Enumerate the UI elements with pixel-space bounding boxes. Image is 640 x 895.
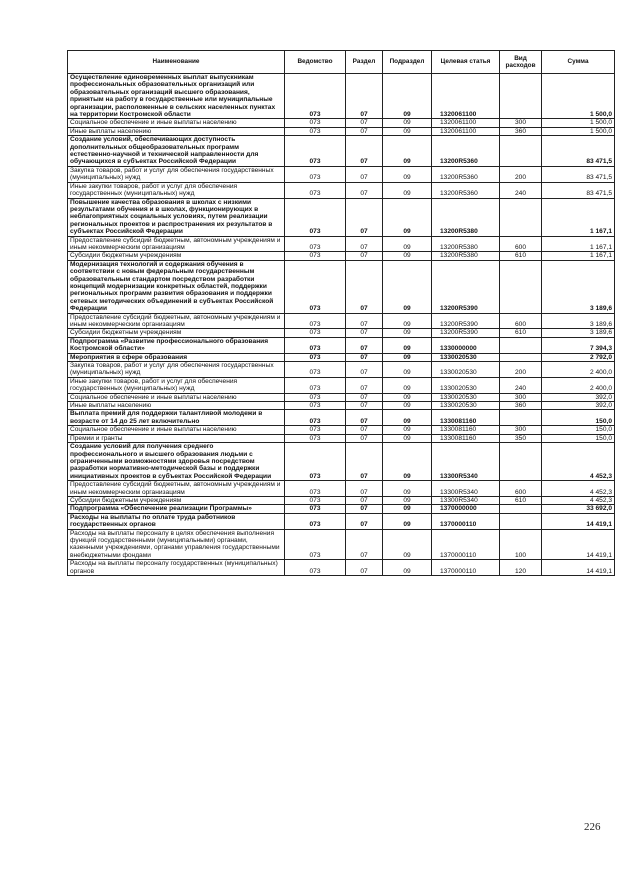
cell-section: 07 [346, 393, 383, 401]
cell-name: Социальное обеспечение и иные выплаты населению [68, 119, 285, 127]
cell-subsection: 09 [383, 513, 432, 529]
cell-dept: 073 [285, 198, 346, 236]
header-exptype: Вид расходов [500, 51, 542, 74]
cell-dept: 073 [285, 136, 346, 167]
cell-target: 1330020530 [432, 353, 500, 361]
cell-subsection: 09 [383, 198, 432, 236]
cell-dept: 073 [285, 362, 346, 378]
table-row [68, 529, 615, 560]
cell-target: 1330081160 [432, 434, 500, 442]
cell-exptype: 240 [500, 377, 542, 393]
cell-exptype: 200 [500, 362, 542, 378]
cell-dept: 073 [285, 443, 346, 481]
cell-dept: 073 [285, 529, 346, 560]
cell-sum: 392,0 [542, 393, 615, 401]
cell-subsection: 09 [383, 313, 432, 329]
cell-section: 07 [346, 313, 383, 329]
cell-section: 07 [346, 182, 383, 198]
cell-name: Субсидии бюджетным учреждениям [68, 252, 285, 260]
cell-subsection: 09 [383, 402, 432, 410]
cell-subsection: 09 [383, 166, 432, 182]
cell-section: 07 [346, 136, 383, 167]
cell-subsection: 09 [383, 505, 432, 513]
table-row [68, 260, 615, 313]
table-row [68, 481, 615, 497]
cell-dept: 073 [285, 377, 346, 393]
cell-name: Создание условий для получения среднего профессионального и высшего образования людьми с ограниченными возможностями здоровья посредством разработки нормативно-методической базы и поддержки инициативных проектов в субъектах Российской Федерации [68, 443, 285, 481]
cell-name: Повышение качества образования в школах с низкими результатами обучения и в школах, функционирующих в неблагоприятных социальных условиях, путем реализации региональных проектов и распространения их результатов в субъектах Российской Федерации [68, 198, 285, 236]
cell-exptype [500, 74, 542, 119]
cell-subsection: 09 [383, 496, 432, 504]
cell-name: Субсидии бюджетным учреждениям [68, 496, 285, 504]
cell-sum: 1 167,1 [542, 252, 615, 260]
cell-name: Премии и гранты [68, 434, 285, 442]
cell-sum: 14 419,1 [542, 560, 615, 576]
cell-sum: 392,0 [542, 402, 615, 410]
cell-target: 13300R5340 [432, 481, 500, 497]
cell-sum: 3 189,6 [542, 260, 615, 313]
cell-exptype: 350 [500, 434, 542, 442]
cell-name: Модернизация технологий и содержания обучения в соответствии с новым федеральным государственным образовательным стандартом посредством разработки концепций модернизации конкретных областей, поддержки региональных программ развития образования и поддержки сетевых методических объединений в субъектах Российской Федерации [68, 260, 285, 313]
cell-exptype: 610 [500, 329, 542, 337]
cell-target: 13300R5340 [432, 496, 500, 504]
cell-dept: 073 [285, 252, 346, 260]
cell-subsection: 09 [383, 329, 432, 337]
cell-exptype [500, 136, 542, 167]
cell-sum: 1 167,1 [542, 236, 615, 252]
cell-name: Социальное обеспечение и иные выплаты населению [68, 393, 285, 401]
cell-exptype: 600 [500, 313, 542, 329]
cell-target: 13200R5380 [432, 236, 500, 252]
cell-target: 1320061100 [432, 119, 500, 127]
cell-section: 07 [346, 402, 383, 410]
cell-dept: 073 [285, 260, 346, 313]
cell-name: Создание условий, обеспечивающих доступность дополнительных общеобразовательных программ естественно-научной и технической направленности для обучающихся в субъектах Российской Федерации [68, 136, 285, 167]
cell-sum: 150,0 [542, 434, 615, 442]
cell-sum: 1 167,1 [542, 198, 615, 236]
cell-name: Расходы на выплаты по оплате труда работников государственных органов [68, 513, 285, 529]
cell-exptype [500, 505, 542, 513]
cell-subsection: 09 [383, 434, 432, 442]
table-row [68, 182, 615, 198]
cell-section: 07 [346, 362, 383, 378]
cell-exptype: 300 [500, 393, 542, 401]
cell-sum: 2 400,0 [542, 362, 615, 378]
cell-sum: 2 792,0 [542, 353, 615, 361]
cell-sum: 83 471,5 [542, 166, 615, 182]
cell-target: 1370000110 [432, 560, 500, 576]
header-name: Наименование [68, 51, 285, 74]
cell-subsection: 09 [383, 182, 432, 198]
cell-section: 07 [346, 434, 383, 442]
cell-name: Расходы на выплаты персоналу государственных (муниципальных) органов [68, 560, 285, 576]
cell-exptype: 300 [500, 426, 542, 434]
table-row [68, 74, 615, 119]
cell-subsection: 09 [383, 74, 432, 119]
cell-section: 07 [346, 127, 383, 135]
cell-exptype: 360 [500, 127, 542, 135]
cell-sum: 1 500,0 [542, 74, 615, 119]
cell-target: 13200R5380 [432, 252, 500, 260]
page-number: 226 [584, 821, 601, 833]
cell-sum: 33 692,0 [542, 505, 615, 513]
cell-name: Предоставление субсидий бюджетным, автономным учреждениям и иным некоммерческим организациям [68, 313, 285, 329]
cell-target: 13200R5360 [432, 136, 500, 167]
cell-subsection: 09 [383, 236, 432, 252]
cell-subsection: 09 [383, 353, 432, 361]
cell-section: 07 [346, 74, 383, 119]
cell-sum: 83 471,5 [542, 182, 615, 198]
table-row [68, 443, 615, 481]
cell-exptype: 200 [500, 166, 542, 182]
cell-dept: 073 [285, 410, 346, 426]
cell-name: Субсидии бюджетным учреждениям [68, 329, 285, 337]
cell-dept: 073 [285, 481, 346, 497]
cell-section: 07 [346, 505, 383, 513]
cell-dept: 073 [285, 166, 346, 182]
cell-exptype [500, 513, 542, 529]
table-row [68, 434, 615, 442]
table-row [68, 513, 615, 529]
table-row [68, 377, 615, 393]
table-row [68, 166, 615, 182]
cell-exptype [500, 198, 542, 236]
cell-name: Осуществление единовременных выплат выпускникам профессиональных образовательных организаций или образовательных организаций высшего образования, принятым на работу в государственные или муниципальные организации, расположенные в сельских населенных пунктах на территории Костромской области [68, 74, 285, 119]
cell-target: 13300R5340 [432, 443, 500, 481]
table-row [68, 337, 615, 353]
cell-subsection: 09 [383, 426, 432, 434]
cell-section: 07 [346, 410, 383, 426]
table-row [68, 505, 615, 513]
cell-dept: 073 [285, 127, 346, 135]
cell-exptype: 610 [500, 496, 542, 504]
table-row [68, 329, 615, 337]
cell-section: 07 [346, 443, 383, 481]
cell-subsection: 09 [383, 393, 432, 401]
table-row [68, 198, 615, 236]
cell-exptype: 120 [500, 560, 542, 576]
cell-subsection: 09 [383, 362, 432, 378]
cell-target: 1370000000 [432, 505, 500, 513]
cell-subsection: 09 [383, 136, 432, 167]
cell-name: Расходы на выплаты персоналу в целях обеспечения выполнения функций государственными (муниципальными) органами, казенными учреждениями, органами управления государственными внебюджетными фондами [68, 529, 285, 560]
table-row [68, 560, 615, 576]
cell-target: 13200R5390 [432, 313, 500, 329]
cell-sum: 1 500,0 [542, 119, 615, 127]
cell-subsection: 09 [383, 260, 432, 313]
cell-exptype: 600 [500, 236, 542, 252]
cell-name: Иные выплаты населению [68, 127, 285, 135]
header-subsection: Подраздел [383, 51, 432, 74]
table-row [68, 236, 615, 252]
table-row [68, 119, 615, 127]
cell-section: 07 [346, 236, 383, 252]
cell-sum: 14 419,1 [542, 529, 615, 560]
cell-target: 13200R5380 [432, 198, 500, 236]
cell-section: 07 [346, 529, 383, 560]
cell-sum: 1 500,0 [542, 127, 615, 135]
header-sum: Сумма [542, 51, 615, 74]
table-row [68, 127, 615, 135]
cell-sum: 14 419,1 [542, 513, 615, 529]
cell-subsection: 09 [383, 377, 432, 393]
budget-table [67, 50, 615, 576]
cell-dept: 073 [285, 496, 346, 504]
cell-dept: 073 [285, 505, 346, 513]
cell-section: 07 [346, 166, 383, 182]
cell-exptype: 100 [500, 529, 542, 560]
cell-dept: 073 [285, 353, 346, 361]
cell-dept: 073 [285, 393, 346, 401]
cell-subsection: 09 [383, 443, 432, 481]
cell-dept: 073 [285, 119, 346, 127]
cell-name: Закупка товаров, работ и услуг для обеспечения государственных (муниципальных) нужд [68, 166, 285, 182]
header-dept: Ведомство [285, 51, 346, 74]
cell-section: 07 [346, 513, 383, 529]
cell-dept: 073 [285, 402, 346, 410]
cell-sum: 7 394,3 [542, 337, 615, 353]
header-section: Раздел [346, 51, 383, 74]
table-row [68, 353, 615, 361]
cell-target: 1330020530 [432, 402, 500, 410]
cell-exptype [500, 260, 542, 313]
cell-name: Мероприятия в сфере образования [68, 353, 285, 361]
table-row [68, 252, 615, 260]
cell-exptype: 360 [500, 402, 542, 410]
cell-section: 07 [346, 353, 383, 361]
cell-subsection: 09 [383, 337, 432, 353]
cell-name: Подпрограмма «Развитие профессионального образования Костромской области» [68, 337, 285, 353]
cell-section: 07 [346, 337, 383, 353]
table-row [68, 136, 615, 167]
cell-dept: 073 [285, 182, 346, 198]
cell-name: Иные выплаты населению [68, 402, 285, 410]
cell-subsection: 09 [383, 252, 432, 260]
cell-exptype: 610 [500, 252, 542, 260]
cell-name: Социальное обеспечение и иные выплаты населению [68, 426, 285, 434]
cell-target: 1330020530 [432, 362, 500, 378]
cell-dept: 073 [285, 313, 346, 329]
cell-target: 1330020530 [432, 393, 500, 401]
table-body [68, 74, 615, 576]
cell-section: 07 [346, 252, 383, 260]
budget-table-sheet [67, 50, 614, 576]
cell-dept: 073 [285, 434, 346, 442]
cell-target: 1320061100 [432, 74, 500, 119]
cell-exptype: 600 [500, 481, 542, 497]
cell-section: 07 [346, 119, 383, 127]
cell-dept: 073 [285, 236, 346, 252]
cell-exptype [500, 353, 542, 361]
cell-subsection: 09 [383, 481, 432, 497]
cell-dept: 073 [285, 426, 346, 434]
header-target: Целевая статья [432, 51, 500, 74]
cell-dept: 073 [285, 513, 346, 529]
cell-exptype: 240 [500, 182, 542, 198]
cell-section: 07 [346, 260, 383, 313]
cell-section: 07 [346, 496, 383, 504]
cell-target: 13200R5390 [432, 260, 500, 313]
cell-name: Закупка товаров, работ и услуг для обеспечения государственных (муниципальных) нужд [68, 362, 285, 378]
cell-target: 1330000000 [432, 337, 500, 353]
cell-subsection: 09 [383, 127, 432, 135]
cell-dept: 073 [285, 560, 346, 576]
table-row [68, 313, 615, 329]
table-row [68, 410, 615, 426]
cell-target: 13200R5360 [432, 166, 500, 182]
cell-sum: 3 189,6 [542, 313, 615, 329]
cell-section: 07 [346, 560, 383, 576]
cell-name: Предоставление субсидий бюджетным, автономным учреждениям и иным некоммерческим организациям [68, 481, 285, 497]
cell-target: 1330020530 [432, 377, 500, 393]
cell-name: Подпрограмма «Обеспечение реализации Программы» [68, 505, 285, 513]
table-row [68, 426, 615, 434]
cell-sum: 4 452,3 [542, 496, 615, 504]
cell-sum: 3 189,6 [542, 329, 615, 337]
cell-name: Выплата премий для поддержки талантливой молодежи в возрасте от 14 до 25 лет включительно [68, 410, 285, 426]
cell-target: 1330081160 [432, 410, 500, 426]
cell-sum: 4 452,3 [542, 481, 615, 497]
cell-name: Иные закупки товаров, работ и услуг для обеспечения государственных (муниципальных) нужд [68, 377, 285, 393]
cell-section: 07 [346, 329, 383, 337]
cell-target: 13200R5390 [432, 329, 500, 337]
table-row [68, 496, 615, 504]
cell-subsection: 09 [383, 410, 432, 426]
cell-sum: 4 452,3 [542, 443, 615, 481]
cell-section: 07 [346, 377, 383, 393]
cell-subsection: 09 [383, 529, 432, 560]
cell-target: 1370000110 [432, 513, 500, 529]
cell-sum: 150,0 [542, 426, 615, 434]
cell-target: 13200R5360 [432, 182, 500, 198]
cell-exptype [500, 443, 542, 481]
cell-dept: 073 [285, 74, 346, 119]
cell-target: 1320061100 [432, 127, 500, 135]
cell-name: Предоставление субсидий бюджетным, автономным учреждениям и иным некоммерческим организациям [68, 236, 285, 252]
table-row [68, 393, 615, 401]
cell-sum: 150,0 [542, 410, 615, 426]
table-row [68, 362, 615, 378]
cell-subsection: 09 [383, 119, 432, 127]
cell-sum: 2 400,0 [542, 377, 615, 393]
cell-subsection: 09 [383, 560, 432, 576]
cell-sum: 83 471,5 [542, 136, 615, 167]
cell-target: 1330081160 [432, 426, 500, 434]
table-row [68, 402, 615, 410]
cell-dept: 073 [285, 337, 346, 353]
cell-name: Иные закупки товаров, работ и услуг для обеспечения государственных (муниципальных) нужд [68, 182, 285, 198]
cell-section: 07 [346, 198, 383, 236]
cell-section: 07 [346, 426, 383, 434]
cell-section: 07 [346, 481, 383, 497]
cell-dept: 073 [285, 329, 346, 337]
cell-exptype [500, 410, 542, 426]
table-header-row [68, 51, 615, 74]
cell-exptype [500, 337, 542, 353]
cell-target: 1370000110 [432, 529, 500, 560]
cell-exptype: 300 [500, 119, 542, 127]
